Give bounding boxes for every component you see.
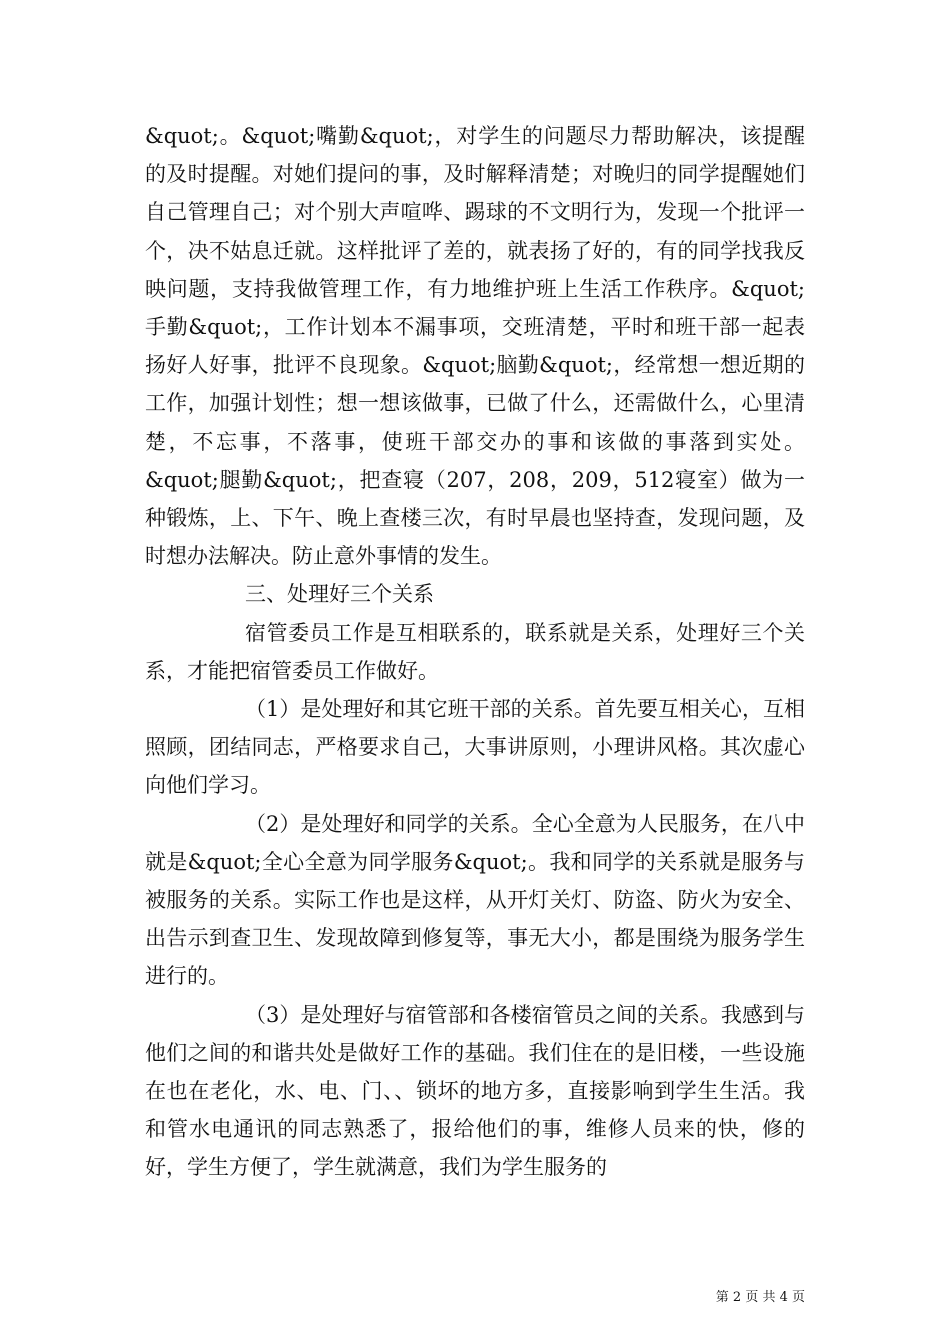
- paragraph-relation-1: （1）是处理好和其它班干部的关系。首先要互相关心，互相照顾，团结同志，严格要求自己，大事讲原则，小理讲风格。其次虚心向他们学习。: [145, 697, 805, 798]
- document-body: [145, 117, 805, 1187]
- paragraph-relation-2: （2）是处理好和同学的关系。全心全意为人民服务，在八中就是&quot;全心全意为同学服务&quot;。我和同学的关系就是服务与被服务的关系。实际工作也是这样，从开灯关灯、防盗、防火为安全、出告示到查卫生、发现故障到修复等，事无大小，都是围绕为服务学生进行的。: [145, 811, 805, 989]
- section-heading: 三、处理好三个关系: [245, 582, 434, 607]
- paragraph-relation-3: （3）是处理好与宿管部和各楼宿管员之间的关系。我感到与他们之间的和谐共处是做好工作的基础。我们住在的是旧楼，一些设施在也在老化，水、电、门、、锁坏的地方多，直接影响到学生生活。我和管水电通讯的同志熟悉了，报给他们的事，维修人员来的快，修的好，学生方便了，学生就满意，我们为学生服务的: [145, 1002, 805, 1180]
- paragraph-diligence: &quot;。&quot;嘴勤&quot;，对学生的问题尽力帮助解决，该提醒的及时提醒。对她们提问的事，及时解释清楚；对晚归的同学提醒她们自己管理自己；对个别大声喧哗、踢球的不文明行为，发现一个批评一个，决不姑息迁就。这样批评了差的，就表扬了好的，有的同学找我反映问题，支持我做管理工作，有力地维护班上生活工作秩序。&quot;手勤&quot;，工作计划本不漏事项，交班清楚，平时和班干部一起表扬好人好事，批评不良现象。&quot;脑勤&quot;，经常想一想近期的工作，加强计划性；想一想该做事，已做了什么，还需做什么，心里清楚，不忘事，不落事，使班干部交办的事和该做的事落到实处。&quot;腿勤&quot;，把查寝（207，208，209，512寝室）做为一种锻炼，上、下午、晚上查楼三次，有时早晨也坚持查，发现问题，及时想办法解决。防止意外事情的发生。: [145, 124, 805, 569]
- paragraph-relations-intro: 宿管委员工作是互相联系的，联系就是关系，处理好三个关系，才能把宿管委员工作做好。: [145, 620, 805, 683]
- page-number-footer: 第 2 页 共 4 页: [715, 1290, 805, 1305]
